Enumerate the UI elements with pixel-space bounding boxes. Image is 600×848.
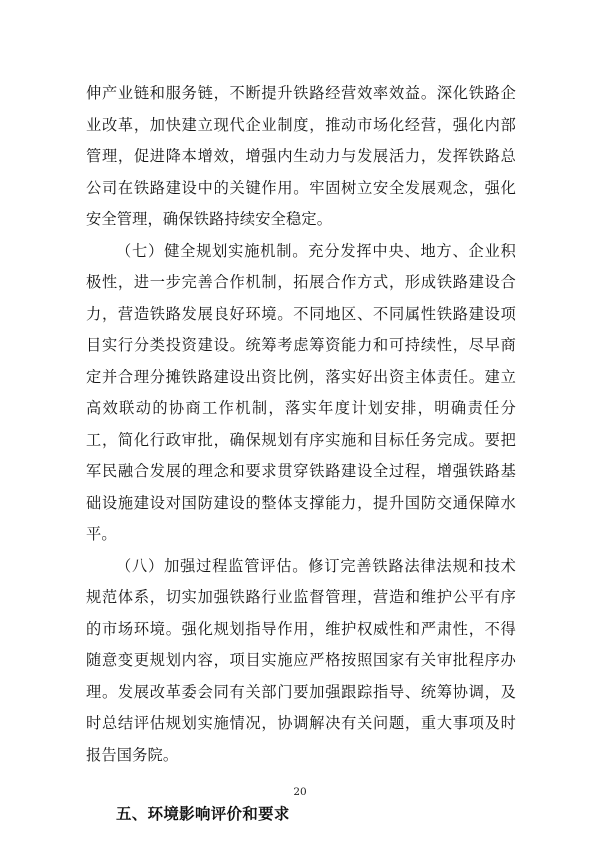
section-heading-five: 五、环境影响评价和要求 [116, 805, 290, 823]
paragraph-continuation: 伸产业链和服务链，不断提升铁路经营效率效益。深化铁路企业改革，加快建立现代企业制度，推动市场化经营，强化内部管理，促进降本增效，增强内生动力与发展活力，发挥铁路总公司在铁路建设中的关键作用。牢固树立安全发展观念，强化安全管理，确保铁路持续安全稳定。 [86, 84, 516, 228]
paragraph-item-eight: （八）加强过程监管评估。修订完善铁路法律法规和技术规范体系，切实加强铁路行业监督管理，营造和维护公平有序的市场环境。强化规划指导作用，维护权威性和严肃性，不得随意变更规划内容，项目实施应严格按照国家有关审批程序办理。发展改革委会同有关部门要加强跟踪指导、统筹协调，及时总结评估规划实施情况，协调解决有关问题，重大事项及时报告国务院。 [86, 556, 516, 764]
page-content [86, 78, 516, 831]
page-number: 20 [293, 786, 307, 798]
paragraph-item-seven: （七）健全规划实施机制。充分发挥中央、地方、企业积极性，进一步完善合作机制，拓展合作方式，形成铁路建设合力，营造铁路发展良好环境。不同地区、不同属性铁路建设项目实行分类投资建设。统筹考虑筹资能力和可持续性，尽早商定并合理分摊铁路建设出资比例，落实好出资主体责任。建立高效联动的协商工作机制，落实年度计划安排，明确责任分工，简化行政审批，确保规划有序实施和目标任务完成。要把军民融合发展的理念和要求贯穿铁路建设全过程，增强铁路基础设施建设对国防建设的整体支撑能力，提升国防交通保障水平。 [86, 241, 516, 543]
